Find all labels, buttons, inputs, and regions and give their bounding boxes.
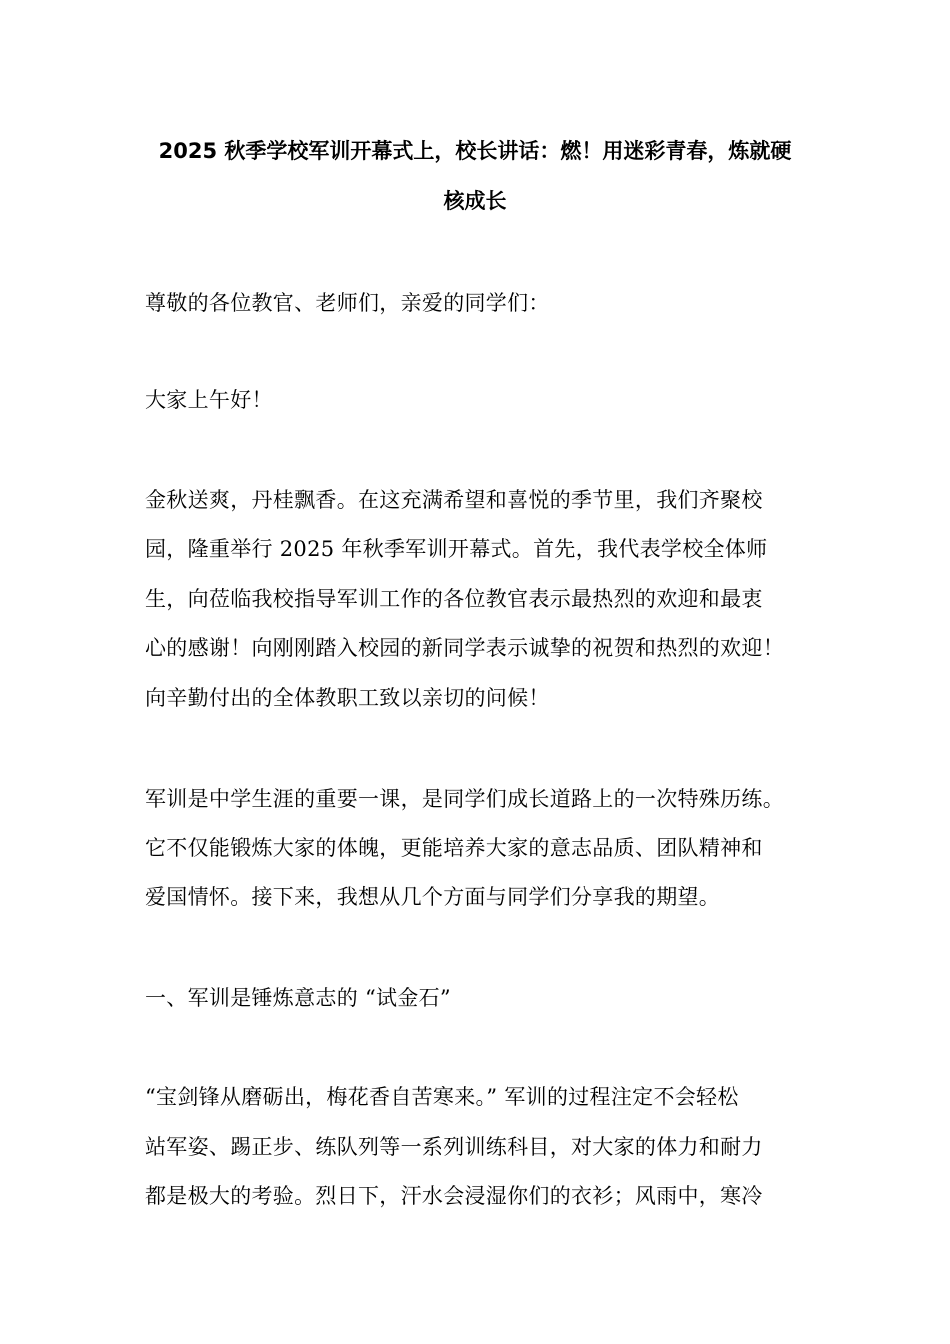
paragraph-2-line-1: 军训是中学生涯的重要一课，是同学们成长道路上的一次特殊历练。	[145, 787, 784, 811]
document-title-line-1: 2025 秋季学校军训开幕式上，校长讲话：燃！用迷彩青春，炼就硬	[158, 139, 792, 163]
paragraph-2-line-2: 它不仅能锻炼大家的体魄，更能培养大家的意志品质、团队精神和	[145, 836, 763, 860]
paragraph-2-line-3: 爱国情怀。接下来，我想从几个方面与同学们分享我的期望。	[145, 885, 721, 909]
paragraph-1-line-5: 向辛勤付出的全体教职工致以亲切的问候！	[145, 686, 550, 710]
paragraph-1-line-3: 生，向莅临我校指导军训工作的各位教官表示最热烈的欢迎和最衷	[145, 587, 763, 611]
paragraph-1-line-1: 金秋送爽，丹桂飘香。在这充满希望和喜悦的季节里，我们齐聚校	[145, 488, 763, 512]
section-heading-1: 一、军训是锤炼意志的 “试金石”	[145, 986, 451, 1010]
salutation: 尊敬的各位教官、老师们，亲爱的同学们：	[145, 291, 550, 315]
paragraph-1-line-2: 园，隆重举行 2025 年秋季军训开幕式。首先，我代表学校全体师	[145, 537, 768, 561]
paragraph-1-line-4: 心的感谢！向刚刚踏入校园的新同学表示诚挚的祝贺和热烈的欢迎！	[145, 636, 784, 660]
paragraph-3-line-3: 都是极大的考验。烈日下，汗水会浸湿你们的衣衫；风雨中，寒冷	[145, 1184, 763, 1208]
document-title-line-2: 核成长	[443, 189, 507, 213]
paragraph-3-line-2: 站军姿、踢正步、练队列等一系列训练科目，对大家的体力和耐力	[145, 1135, 763, 1159]
paragraph-3-line-1: “宝剑锋从磨砺出，梅花香自苦寒来。” 军训的过程注定不会轻松	[145, 1085, 739, 1109]
greeting-line: 大家上午好！	[145, 388, 273, 412]
